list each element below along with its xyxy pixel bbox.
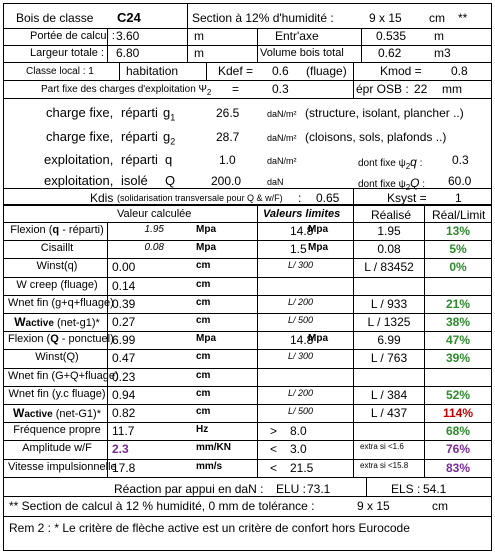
- row-calc-value: 0.00: [112, 260, 136, 274]
- header-ratio: Réal/Limit: [432, 208, 486, 222]
- row-limit: L/ 300: [288, 260, 314, 270]
- table-row: [4, 222, 491, 240]
- row-calc-value: 0.94: [112, 388, 136, 402]
- row-realise: L / 437: [370, 406, 408, 420]
- largeur-unit: m: [194, 46, 204, 60]
- row-realise: 0.08: [377, 242, 401, 256]
- elu-label: ELU :: [276, 482, 307, 496]
- g1-label: charge fixe,: [46, 105, 114, 120]
- Q-type: isolé: [121, 173, 148, 188]
- row-limit: 21.5: [290, 461, 314, 475]
- psi2-eq: =: [232, 82, 240, 96]
- row-label: Flexion (q - réparti): [10, 224, 104, 236]
- portee-unit: m: [194, 29, 204, 43]
- note1-value: 9 x 15: [357, 499, 390, 513]
- note1-unit: cm: [432, 499, 448, 513]
- row-realise: L / 933: [370, 297, 408, 311]
- row-calc-value: 0.82: [112, 406, 136, 420]
- kdis-colon: :: [298, 191, 302, 205]
- kdis-value[interactable]: 0.65: [316, 191, 340, 205]
- g1-desc: (structure, isolant, plancher ..): [305, 106, 464, 120]
- reaction-label: Réaction par appui en daN :: [114, 482, 264, 496]
- row-calc-unit: cm: [196, 351, 211, 362]
- largeur-value[interactable]: 6.80: [116, 46, 140, 60]
- table-row: [4, 368, 491, 386]
- section-label: Section à 12% d'humidité :: [192, 11, 334, 25]
- row-ratio: 39%: [445, 351, 471, 365]
- els-label: ELS :: [391, 482, 421, 496]
- q-value[interactable]: 1.0: [219, 153, 236, 167]
- row-limit: L/ 200: [288, 388, 314, 398]
- row-ratio: 13%: [445, 224, 471, 238]
- kdef-value: 0.6: [272, 64, 289, 78]
- table-row: [4, 386, 491, 404]
- psi2-label: Part fixe des charges d'exploitation $\Psi_2$: [41, 84, 212, 97]
- elu-value: 73.1: [307, 482, 331, 496]
- table-row: [4, 422, 491, 440]
- row-calc-value: 17.8: [112, 461, 136, 475]
- row-calc-value: 11.7: [112, 424, 135, 438]
- table-row: [4, 277, 491, 295]
- volume-label: Volume bois total: [260, 47, 344, 59]
- row-ratio: 5%: [449, 242, 467, 256]
- g2-value[interactable]: 28.7: [216, 130, 240, 144]
- row-calc-value: 2.3: [112, 442, 129, 456]
- row-label: Amplitude w/F: [22, 442, 92, 454]
- row-ratio: 76%: [445, 442, 471, 456]
- row-limit: L/ 200: [288, 297, 314, 307]
- g2-label: charge fixe,: [46, 129, 114, 144]
- table-row: [4, 349, 491, 367]
- row-calc-unit: cm: [196, 370, 211, 381]
- row-ratio: 83%: [445, 461, 471, 475]
- row-label: Cisaillt: [40, 242, 74, 254]
- q-fixe-value: 0.3: [452, 153, 469, 167]
- psi2-value[interactable]: 0.3: [272, 82, 289, 96]
- row-compare: <: [270, 442, 278, 456]
- row-calc-unit: mm/s: [196, 461, 223, 472]
- q-unit: daN/m²: [267, 156, 297, 166]
- row-limit: 3.0: [290, 442, 307, 456]
- row-calc-unit: Hz: [196, 424, 209, 435]
- calculation-sheet: [3, 3, 492, 551]
- table-row: [4, 295, 491, 313]
- g2-unit: daN/m²: [267, 133, 297, 143]
- row-compare: >: [270, 424, 278, 438]
- classe-label: Classe local : 1: [26, 66, 94, 77]
- row-ratio: 21%: [445, 297, 471, 311]
- row-calc-value: 0.23: [112, 370, 136, 384]
- row-calc-unit: cm: [196, 406, 211, 417]
- table-row: [4, 313, 491, 331]
- row-calc-unit: mm/KN: [196, 442, 232, 453]
- table-row: [4, 404, 491, 422]
- row-calc-unit: cm: [196, 260, 211, 271]
- volume-unit: m3: [434, 46, 451, 60]
- kmod-value: 0.8: [451, 64, 468, 78]
- row-compare: <: [270, 461, 278, 475]
- row-calc-value: 0.39: [112, 297, 136, 311]
- g1-type: réparti: [121, 105, 158, 120]
- classe-value[interactable]: habitation: [126, 64, 179, 78]
- row-calc-value: 6.99: [112, 333, 136, 347]
- wood-class[interactable]: C24: [117, 10, 141, 25]
- table-row: [4, 440, 491, 458]
- row-label: Vitesse impulsionnelle: [8, 461, 117, 473]
- header-calc: Valeur calculée: [117, 208, 192, 220]
- q-type: réparti: [121, 152, 158, 167]
- row-limit-unit: extra si <1.6: [360, 442, 404, 451]
- q-fixe-label: dont fixe $\psi_2q$ :: [358, 155, 423, 171]
- row-calc-value: 1.95: [144, 224, 164, 235]
- section-note: **: [458, 11, 468, 25]
- row-ratio: 68%: [445, 424, 471, 438]
- row-limit: 14.8: [290, 333, 314, 347]
- table-row: [4, 459, 491, 477]
- g2-desc: (cloisons, sols, plafonds ..): [305, 130, 447, 144]
- row-realise: L / 384: [370, 388, 408, 402]
- q-symbol: q: [165, 152, 173, 167]
- table-row: [4, 240, 491, 258]
- row-calc-unit: cm: [196, 279, 211, 290]
- g2-symbol: $g_2$: [163, 129, 176, 147]
- row-realise: 1.95: [377, 224, 401, 238]
- section-value[interactable]: 9 x 15: [369, 11, 402, 25]
- row-realise: L / 763: [370, 351, 408, 365]
- osb-unit: mm: [442, 82, 462, 96]
- row-limit: L/ 500: [288, 406, 314, 416]
- row-realise: 6.99: [377, 333, 401, 347]
- kdef-note: (fluage): [306, 64, 347, 78]
- table-row: [4, 258, 491, 276]
- row-label: W creep (fluage): [16, 279, 98, 291]
- entraxe-value[interactable]: 0.535: [376, 29, 407, 43]
- entraxe-unit: m: [434, 29, 444, 43]
- portee-value[interactable]: 3.60: [116, 29, 140, 43]
- row-limit-unit: extra si <15.8: [360, 461, 409, 470]
- row-limit-unit: Mpa: [308, 242, 328, 253]
- row-ratio: 52%: [445, 388, 471, 402]
- row-calc-unit: cm: [196, 315, 211, 326]
- row-limit: L/ 500: [288, 315, 314, 325]
- row-calc-value: 0.27: [112, 315, 136, 329]
- row-label: Wnet fin (y.c fluage): [8, 388, 106, 400]
- Q-fixe-value: 60.0: [448, 174, 472, 188]
- row-calc-value: 0.08: [144, 242, 164, 253]
- g1-value[interactable]: 26.5: [216, 106, 240, 120]
- g1-unit: daN/m²: [267, 109, 297, 119]
- row-ratio: 114%: [442, 406, 474, 420]
- row-ratio: 47%: [445, 333, 471, 347]
- portee-label: Portée de calcul :: [30, 30, 115, 42]
- kdis-desc: (solidarisation transversale pour Q & w/F): [117, 193, 283, 203]
- row-label: Winst(Q): [35, 351, 79, 363]
- row-label: Wactive (net-g1)*: [14, 315, 100, 329]
- table-row: [4, 331, 491, 349]
- row-calc-unit: Mpa: [196, 224, 216, 235]
- header-limits: Valeurs limites: [263, 208, 341, 220]
- entraxe-label: Entr'axe: [275, 29, 319, 43]
- row-calc-unit: Mpa: [196, 242, 216, 253]
- section-unit: cm: [429, 11, 445, 25]
- g2-type: réparti: [121, 129, 158, 144]
- row-calc-unit: Mpa: [196, 333, 216, 344]
- row-limit-unit: Mpa: [308, 224, 328, 235]
- osb-value[interactable]: 22: [414, 82, 428, 96]
- Q-symbol: Q: [165, 173, 176, 188]
- q-label: exploitation,: [44, 152, 114, 167]
- row-realise: L / 1325: [367, 315, 411, 329]
- header-realise: Réalisé: [371, 208, 412, 222]
- kmod-label: Kmod =: [380, 64, 422, 78]
- Q-value[interactable]: 200.0: [211, 174, 242, 188]
- note1: ** Section de calcul à 12 % humidité, 0 mm de tolérance :: [9, 499, 315, 513]
- Q-fixe-label: dont fixe $\psi_2Q$ :: [358, 176, 426, 192]
- row-calc-unit: cm: [196, 297, 211, 308]
- row-limit: 1.5: [290, 242, 307, 256]
- row-ratio: 38%: [445, 315, 471, 329]
- row-limit: 14.8: [290, 224, 314, 238]
- row-label: Wnet fin (G+Q+fluage): [8, 370, 119, 382]
- row-calc-value: 0.47: [112, 351, 136, 365]
- osb-label: épr OSB :: [356, 82, 409, 96]
- row-label: Wactive (net-G1)*: [13, 406, 101, 420]
- volume-value: 0.62: [378, 46, 402, 60]
- els-value: 54.1: [423, 482, 447, 496]
- row-label: Winst(q): [36, 260, 78, 272]
- row-limit: L/ 300: [288, 351, 314, 361]
- ksyst-label: Ksyst =: [387, 191, 427, 205]
- row-calc-unit: cm: [196, 388, 211, 399]
- row-ratio: 0%: [449, 260, 467, 274]
- row-label: Wnet fin (g+q+fluage): [8, 297, 114, 309]
- kdis-label: Kdis: [90, 191, 114, 205]
- title-label: Bois de classe: [16, 11, 94, 25]
- row-limit-unit: Mpa: [308, 333, 328, 344]
- row-calc-value: 0.14: [112, 279, 136, 293]
- largeur-label: Largeur totale :: [30, 47, 104, 59]
- Q-unit: daN: [267, 177, 284, 187]
- row-label: Flexion (Q - ponctuel): [8, 333, 114, 345]
- row-label: Fréquence propre: [13, 424, 101, 436]
- Q-label: exploitation,: [44, 173, 114, 188]
- g1-symbol: $g_1$: [163, 105, 176, 123]
- ksyst-value[interactable]: 1: [455, 191, 462, 205]
- row-realise: L / 83452: [364, 260, 414, 274]
- kdef-label: Kdef =: [218, 64, 254, 78]
- note2: Rem 2 : * Le critère de flèche active est un critère de confort hors Eurocode: [9, 521, 410, 535]
- row-limit: 8.0: [290, 424, 307, 438]
